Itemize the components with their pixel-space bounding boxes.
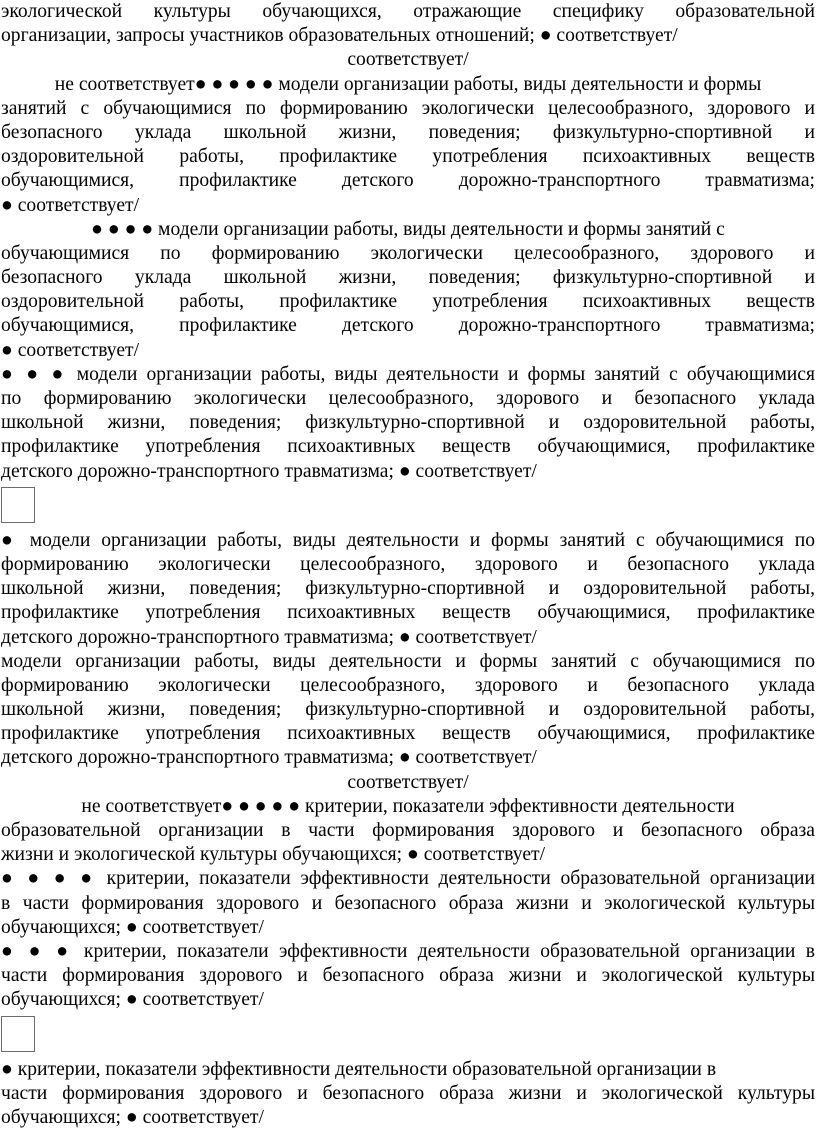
text-line: детского дорожно-транспортного травматизма; ● соответствует/: [1, 626, 537, 648]
text-line: обучающихся; ● соответствует/: [1, 1106, 264, 1128]
text-line: безопасного уклада школьной жизни, поведения; физкультурно-спортивной и: [1, 121, 815, 143]
text-line: обучающимися по формированию экологически целесообразного, здорового и: [1, 242, 815, 264]
text-line: оздоровительной работы, профилактике употребления психоактивных веществ: [1, 146, 815, 168]
text-line: обучающихся; ● соответствует/: [1, 916, 264, 938]
text-line: формированию экологически целесообразного, здорового и безопасного уклада: [1, 674, 815, 696]
text-line: формированию экологически целесообразного, здорового и безопасного уклада: [1, 553, 815, 575]
text-line: в части формирования здорового и безопасного образа жизни и экологической культуры: [1, 892, 815, 914]
text-line: соответствует/: [347, 771, 469, 793]
text-line: детского дорожно-транспортного травматизма; ● соответствует/: [1, 747, 537, 769]
text-line: профилактике употребления психоактивных веществ обучающимися, профилактике: [1, 723, 815, 745]
text-line: обучающихся; ● соответствует/: [1, 989, 264, 1011]
text-line: школьной жизни, поведения; физкультурно-спортивной и оздоровительной работы,: [1, 699, 815, 721]
text-line: детского дорожно-транспортного травматизма; ● соответствует/: [1, 460, 537, 482]
text-line: не соответствует● ● ● ● ● критерии, показатели эффективности деятельности: [81, 795, 735, 817]
text-line: части формирования здорового и безопасного образа жизни и экологической культуры: [1, 965, 815, 987]
text-line: образовательной организации в части формирования здорового и безопасного образа: [1, 820, 815, 841]
text-line: соответствует/: [347, 49, 469, 71]
text-line: ● критерии, показатели эффективности деятельности образовательной организации в: [1, 1058, 717, 1080]
text-line: жизни и экологической культуры обучающихся; ● соответствует/: [1, 844, 546, 866]
text-line: по формированию экологически целесообразного, здорового и безопасного уклада: [1, 388, 815, 409]
text-line: школьной жизни, поведения; физкультурно-спортивной и оздоровительной работы,: [1, 412, 815, 434]
text-line: ● соответствует/: [1, 339, 140, 361]
text-line: обучающимися, профилактике детского дорожно-транспортного травматизма;: [1, 315, 815, 337]
text-line: модели организации работы, виды деятельности и формы занятий с обучающимися по: [1, 650, 815, 672]
text-line: ● ● ● ● критерии, показатели эффективности деятельности образовательной организации: [1, 868, 815, 890]
text-line: организации, запросы участников образовательных отношений; ● соответствует/: [1, 25, 678, 47]
text-line: части формирования здорового и безопасного образа жизни и экологической культуры: [1, 1082, 815, 1104]
text-line: не соответствует● ● ● ● ● модели организации работы, виды деятельности и формы: [54, 73, 762, 95]
text-line: профилактике употребления психоактивных веществ обучающимися, профилактике: [1, 602, 815, 624]
empty-checkbox-frame: [1, 487, 35, 523]
text-line: ● ● ● модели организации работы, виды деятельности и формы занятий с обучающимися: [1, 363, 815, 385]
text-line: ● ● ● ● модели организации работы, виды деятельности и формы занятий с: [91, 218, 725, 240]
text-line: ● соответствует/: [1, 194, 140, 216]
empty-checkbox-frame: [1, 1016, 35, 1052]
text-line: профилактике употребления психоактивных веществ обучающимися, профилактике: [1, 436, 815, 458]
text-line: ● модели организации работы, виды деятельности и формы занятий с обучающимися по: [1, 529, 815, 551]
text-line: экологической культуры обучающихся, отражающие специфику образовательной: [1, 1, 815, 22]
text-line: оздоровительной работы, профилактике употребления психоактивных веществ: [1, 291, 815, 313]
text-line: ● ● ● критерии, показатели эффективности деятельности образовательной организации в: [1, 940, 815, 962]
text-line: занятий с обучающимися по формированию экологически целесообразного, здорового и: [1, 97, 815, 119]
text-line: школьной жизни, поведения; физкультурно-спортивной и оздоровительной работы,: [1, 578, 815, 600]
text-line: обучающимися, профилактике детского дорожно-транспортного травматизма;: [1, 170, 815, 192]
text-line: безопасного уклада школьной жизни, поведения; физкультурно-спортивной и: [1, 267, 815, 289]
